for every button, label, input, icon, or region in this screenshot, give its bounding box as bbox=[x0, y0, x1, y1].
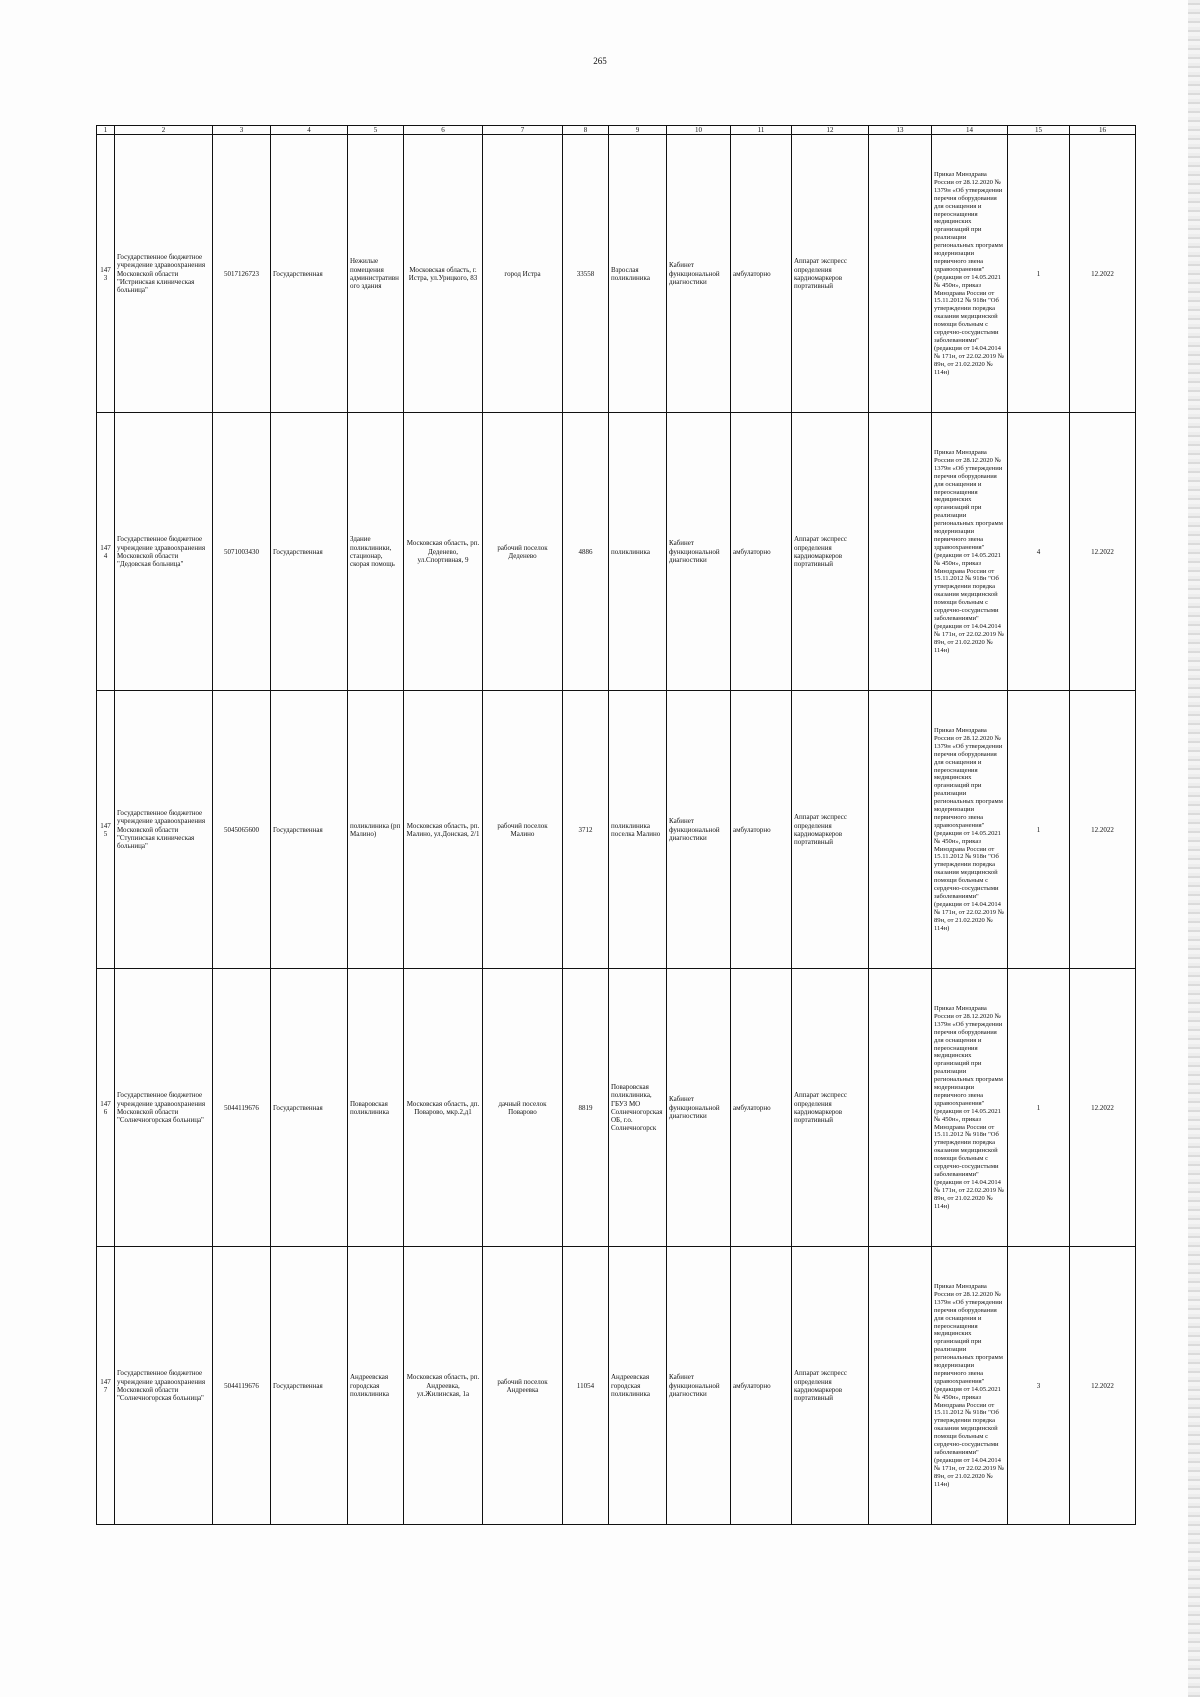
address: Московская область, г. Истра, ул.Урицкого, 83 bbox=[404, 135, 483, 413]
column-number: 8 bbox=[563, 126, 609, 135]
column-number-row bbox=[97, 126, 1136, 135]
equipment-name: Аппарат экспресс определения кардиомаркеров портативный bbox=[792, 135, 869, 413]
population: 4886 bbox=[563, 413, 609, 691]
row-number: 1475 bbox=[97, 691, 115, 969]
ownership-form: Государственная bbox=[271, 969, 348, 1247]
subdivision: Поваровская поликлиника, ГБУЗ МО Солнечногорская ОБ, г.о. Солнечногорск bbox=[609, 969, 667, 1247]
settlement: рабочий поселок Андреевка bbox=[483, 1247, 563, 1525]
ownership-form: Государственная bbox=[271, 413, 348, 691]
organization-name: Государственное бюджетное учреждение здравоохранения Московской области "Истринская клиническая больница" bbox=[115, 135, 213, 413]
organization-name: Государственное бюджетное учреждение здравоохранения Московской области "Дедовская больница" bbox=[115, 413, 213, 691]
building-name: Нежилые помещения административного здания bbox=[348, 135, 404, 413]
table-row bbox=[97, 1247, 1136, 1525]
care-type: амбулаторно bbox=[731, 969, 792, 1247]
table-row bbox=[97, 691, 1136, 969]
delivery-date: 12.2022 bbox=[1070, 135, 1136, 413]
settlement: город Истра bbox=[483, 135, 563, 413]
equipment-quantity: 4 bbox=[1008, 413, 1070, 691]
settlement: дачный поселок Поварово bbox=[483, 969, 563, 1247]
settlement: рабочий поселок Деденево bbox=[483, 413, 563, 691]
care-type: амбулаторно bbox=[731, 135, 792, 413]
equipment-quantity: 1 bbox=[1008, 135, 1070, 413]
column-number: 7 bbox=[483, 126, 563, 135]
room-name: Кабинет функциональной диагностики bbox=[667, 691, 731, 969]
address: Московская область, рп. Деденево, ул.Спортивная, 9 bbox=[404, 413, 483, 691]
subdivision: поликлиника поселка Малино bbox=[609, 691, 667, 969]
ownership-form: Государственная bbox=[271, 1247, 348, 1525]
inn-code: 5071003430 bbox=[213, 413, 271, 691]
population: 33558 bbox=[563, 135, 609, 413]
column-number: 14 bbox=[932, 126, 1008, 135]
table-row bbox=[97, 413, 1136, 691]
column-number: 15 bbox=[1008, 126, 1070, 135]
column-number: 16 bbox=[1070, 126, 1136, 135]
equipment-name: Аппарат экспресс определения кардиомаркеров портативный bbox=[792, 1247, 869, 1525]
building-name: Поваровская поликлиника bbox=[348, 969, 404, 1247]
equipment-name: Аппарат экспресс определения кардиомаркеров портативный bbox=[792, 969, 869, 1247]
building-name: Андреевская городская поликлиника bbox=[348, 1247, 404, 1525]
room-name: Кабинет функциональной диагностики bbox=[667, 969, 731, 1247]
row-number: 1476 bbox=[97, 969, 115, 1247]
inn-code: 5044119676 bbox=[213, 969, 271, 1247]
delivery-date: 12.2022 bbox=[1070, 969, 1136, 1247]
room-name: Кабинет функциональной диагностики bbox=[667, 413, 731, 691]
organization-name: Государственное бюджетное учреждение здравоохранения Московской области "Ступинская клиническая больница" bbox=[115, 691, 213, 969]
column-13-empty bbox=[869, 135, 932, 413]
equipment-quantity: 3 bbox=[1008, 1247, 1070, 1525]
room-name: Кабинет функциональной диагностики bbox=[667, 1247, 731, 1525]
column-number: 5 bbox=[348, 126, 404, 135]
address: Московская область, рп. Малино, ул.Донская, 2/1 bbox=[404, 691, 483, 969]
column-number: 1 bbox=[97, 126, 115, 135]
row-number: 1473 bbox=[97, 135, 115, 413]
column-number: 11 bbox=[731, 126, 792, 135]
building-name: поликлиника (рп Малино) bbox=[348, 691, 404, 969]
legal-basis: Приказ Минздрава России от 28.12.2020 № 1379н «Об утверждении перечня оборудования для оснащения и переоснащения медицинских организаций при реализации региональных программ модернизации первичного звена здравоохранения"(редакция от 14.05.2021 № 450н», приказ Минздрава России от 15.11.2012 № 918н "Об утверждении порядка оказания медицинской помощи больным с сердечно-сосудистыми заболеваниями" (редакция от 14.04.2014 № 171н, от 22.02.2019 № 89н, от 21.02.2020 № 114н) bbox=[932, 969, 1008, 1247]
table-row bbox=[97, 969, 1136, 1247]
legal-basis: Приказ Минздрава России от 28.12.2020 № 1379н «Об утверждении перечня оборудования для оснащения и переоснащения медицинских организаций при реализации региональных программ модернизации первичного звена здравоохранения"(редакция от 14.05.2021 № 450н», приказ Минздрава России от 15.11.2012 № 918н "Об утверждении порядка оказания медицинской помощи больным с сердечно-сосудистыми заболеваниями" (редакция от 14.04.2014 № 171н, от 22.02.2019 № 89н, от 21.02.2020 № 114н) bbox=[932, 135, 1008, 413]
legal-basis: Приказ Минздрава России от 28.12.2020 № 1379н «Об утверждении перечня оборудования для оснащения и переоснащения медицинских организаций при реализации региональных программ модернизации первичного звена здравоохранения"(редакция от 14.05.2021 № 450н», приказ Минздрава России от 15.11.2012 № 918н "Об утверждении порядка оказания медицинской помощи больным с сердечно-сосудистыми заболеваниями" (редакция от 14.04.2014 № 171н, от 22.02.2019 № 89н, от 21.02.2020 № 114н) bbox=[932, 691, 1008, 969]
care-type: амбулаторно bbox=[731, 1247, 792, 1525]
row-number: 1477 bbox=[97, 1247, 115, 1525]
subdivision: поликлиника bbox=[609, 413, 667, 691]
organization-name: Государственное бюджетное учреждение здравоохранения Московской области "Солнечногорская больница" bbox=[115, 1247, 213, 1525]
equipment-quantity: 1 bbox=[1008, 691, 1070, 969]
delivery-date: 12.2022 bbox=[1070, 413, 1136, 691]
care-type: амбулаторно bbox=[731, 413, 792, 691]
inn-code: 5045065600 bbox=[213, 691, 271, 969]
column-13-empty bbox=[869, 969, 932, 1247]
inn-code: 5017126723 bbox=[213, 135, 271, 413]
equipment-registry-table bbox=[96, 125, 1136, 1525]
column-number: 10 bbox=[667, 126, 731, 135]
column-number: 2 bbox=[115, 126, 213, 135]
address: Московская область, рп. Андреевка, ул.Жилинская, 1а bbox=[404, 1247, 483, 1525]
page-number: 265 bbox=[593, 56, 607, 66]
legal-basis: Приказ Минздрава России от 28.12.2020 № 1379н «Об утверждении перечня оборудования для оснащения и переоснащения медицинских организаций при реализации региональных программ модернизации первичного звена здравоохранения"(редакция от 14.05.2021 № 450н», приказ Минздрава России от 15.11.2012 № 918н "Об утверждении порядка оказания медицинской помощи больным с сердечно-сосудистыми заболеваниями" (редакция от 14.04.2014 № 171н, от 22.02.2019 № 89н, от 21.02.2020 № 114н) bbox=[932, 413, 1008, 691]
settlement: рабочий поселок Малино bbox=[483, 691, 563, 969]
ownership-form: Государственная bbox=[271, 691, 348, 969]
row-number: 1474 bbox=[97, 413, 115, 691]
column-number: 9 bbox=[609, 126, 667, 135]
equipment-name: Аппарат экспресс определения кардиомаркеров портативный bbox=[792, 413, 869, 691]
column-number: 12 bbox=[792, 126, 869, 135]
column-13-empty bbox=[869, 691, 932, 969]
column-number: 13 bbox=[869, 126, 932, 135]
delivery-date: 12.2022 bbox=[1070, 1247, 1136, 1525]
building-name: Здание поликлиники, стационар, скорая помощь bbox=[348, 413, 404, 691]
column-number: 4 bbox=[271, 126, 348, 135]
delivery-date: 12.2022 bbox=[1070, 691, 1136, 969]
equipment-name: Аппарат экспресс определения кардиомаркеров портативный bbox=[792, 691, 869, 969]
population: 11054 bbox=[563, 1247, 609, 1525]
column-13-empty bbox=[869, 1247, 932, 1525]
equipment-quantity: 1 bbox=[1008, 969, 1070, 1247]
column-13-empty bbox=[869, 413, 932, 691]
column-number: 6 bbox=[404, 126, 483, 135]
table-row bbox=[97, 135, 1136, 413]
column-number: 3 bbox=[213, 126, 271, 135]
subdivision: Взрослая поликлиника bbox=[609, 135, 667, 413]
subdivision: Андреевская городская поликлиника bbox=[609, 1247, 667, 1525]
legal-basis: Приказ Минздрава России от 28.12.2020 № 1379н «Об утверждении перечня оборудования для оснащения и переоснащения медицинских организаций при реализации региональных программ модернизации первичного звена здравоохранения"(редакция от 14.05.2021 № 450н», приказ Минздрава России от 15.11.2012 № 918н "Об утверждении порядка оказания медицинской помощи больным с сердечно-сосудистыми заболеваниями" (редакция от 14.04.2014 № 171н, от 22.02.2019 № 89н, от 21.02.2020 № 114н) bbox=[932, 1247, 1008, 1525]
organization-name: Государственное бюджетное учреждение здравоохранения Московской области "Солнечногорская больница" bbox=[115, 969, 213, 1247]
inn-code: 5044119676 bbox=[213, 1247, 271, 1525]
care-type: амбулаторно bbox=[731, 691, 792, 969]
room-name: Кабинет функциональной диагностики bbox=[667, 135, 731, 413]
ownership-form: Государственная bbox=[271, 135, 348, 413]
population: 8819 bbox=[563, 969, 609, 1247]
address: Московская область, дп. Поварово, мкр.2,д1 bbox=[404, 969, 483, 1247]
scan-edge bbox=[1188, 0, 1200, 1697]
population: 3712 bbox=[563, 691, 609, 969]
